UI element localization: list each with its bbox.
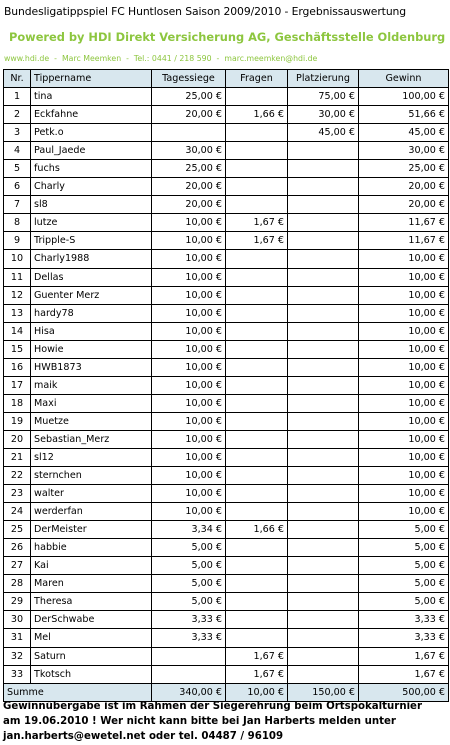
cell-platzierung	[288, 304, 359, 322]
cell-nr: 12	[4, 286, 31, 304]
cell-tagessiege: 10,00 €	[152, 412, 226, 430]
cell-tippername: Theresa	[31, 593, 152, 611]
cell-tippername: Muetze	[31, 412, 152, 430]
cell-fragen	[226, 88, 288, 106]
cell-platzierung	[288, 647, 359, 665]
cell-gewinn: 10,00 €	[359, 322, 449, 340]
cell-fragen	[226, 485, 288, 503]
column-header-fragen: Fragen	[226, 70, 288, 88]
cell-tippername: walter	[31, 485, 152, 503]
table-row	[4, 448, 449, 466]
cell-tippername: fuchs	[31, 160, 152, 178]
prize-note	[3, 699, 447, 744]
cell-tippername: Charly	[31, 178, 152, 196]
cell-nr: 14	[4, 322, 31, 340]
cell-nr: 10	[4, 250, 31, 268]
cell-fragen: 1,67 €	[226, 665, 288, 683]
cell-gewinn: 11,67 €	[359, 214, 449, 232]
cell-tagessiege: 5,00 €	[152, 557, 226, 575]
column-header-tippername: Tippername	[31, 70, 152, 88]
cell-fragen	[226, 412, 288, 430]
cell-nr: 15	[4, 340, 31, 358]
table-row	[4, 503, 449, 521]
cell-gewinn: 10,00 €	[359, 340, 449, 358]
cell-tippername: Charly1988	[31, 250, 152, 268]
totals-fragen: 10,00 €	[226, 683, 288, 701]
cell-platzierung: 30,00 €	[288, 106, 359, 124]
cell-tagessiege: 10,00 €	[152, 304, 226, 322]
totals-tagessiege: 340,00 €	[152, 683, 226, 701]
table-row	[4, 611, 449, 629]
table-row	[4, 467, 449, 485]
cell-gewinn: 10,00 €	[359, 268, 449, 286]
cell-nr: 32	[4, 647, 31, 665]
cell-platzierung	[288, 611, 359, 629]
contact-separator: -	[216, 54, 220, 63]
cell-platzierung	[288, 160, 359, 178]
cell-fragen	[226, 358, 288, 376]
cell-fragen	[226, 503, 288, 521]
cell-platzierung	[288, 232, 359, 250]
contact-line	[4, 54, 317, 63]
table-row	[4, 358, 449, 376]
cell-tagessiege: 10,00 €	[152, 250, 226, 268]
table-body	[4, 88, 449, 684]
cell-nr: 23	[4, 485, 31, 503]
cell-nr: 13	[4, 304, 31, 322]
cell-tagessiege: 10,00 €	[152, 430, 226, 448]
cell-platzierung	[288, 178, 359, 196]
table-row	[4, 665, 449, 683]
cell-tippername: sl8	[31, 196, 152, 214]
cell-tippername: Petk.o	[31, 124, 152, 142]
cell-gewinn: 45,00 €	[359, 124, 449, 142]
cell-fragen	[226, 394, 288, 412]
cell-nr: 21	[4, 448, 31, 466]
cell-nr: 5	[4, 160, 31, 178]
contact-separator: -	[54, 54, 57, 63]
cell-gewinn: 11,67 €	[359, 232, 449, 250]
cell-nr: 29	[4, 593, 31, 611]
cell-platzierung	[288, 340, 359, 358]
cell-nr: 11	[4, 268, 31, 286]
table-row	[4, 394, 449, 412]
cell-tagessiege: 10,00 €	[152, 485, 226, 503]
cell-tippername: Howie	[31, 340, 152, 358]
cell-tagessiege: 10,00 €	[152, 394, 226, 412]
cell-tippername: tina	[31, 88, 152, 106]
cell-tippername: Paul_Jaede	[31, 142, 152, 160]
cell-nr: 1	[4, 88, 31, 106]
cell-nr: 20	[4, 430, 31, 448]
cell-platzierung	[288, 665, 359, 683]
cell-tippername: Tkotsch	[31, 665, 152, 683]
totals-label: Summe	[4, 683, 152, 701]
cell-tagessiege: 10,00 €	[152, 232, 226, 250]
cell-platzierung	[288, 376, 359, 394]
cell-fragen	[226, 322, 288, 340]
table-row	[4, 521, 449, 539]
cell-tippername: Mel	[31, 629, 152, 647]
cell-tagessiege: 10,00 €	[152, 340, 226, 358]
table-row	[4, 286, 449, 304]
table-row	[4, 575, 449, 593]
cell-tagessiege: 10,00 €	[152, 214, 226, 232]
cell-tippername: sl12	[31, 448, 152, 466]
contact-name: Marc Meemken	[61, 54, 122, 63]
cell-fragen	[226, 268, 288, 286]
cell-fragen	[226, 142, 288, 160]
cell-platzierung: 75,00 €	[288, 88, 359, 106]
cell-gewinn: 3,33 €	[359, 629, 449, 647]
cell-gewinn: 10,00 €	[359, 376, 449, 394]
cell-fragen	[226, 575, 288, 593]
cell-platzierung	[288, 196, 359, 214]
table-row	[4, 340, 449, 358]
cell-nr: 2	[4, 106, 31, 124]
cell-tagessiege: 10,00 €	[152, 503, 226, 521]
contact-separator: -	[126, 54, 129, 63]
cell-fragen	[226, 250, 288, 268]
cell-tippername: DerSchwabe	[31, 611, 152, 629]
cell-tagessiege: 3,33 €	[152, 629, 226, 647]
cell-nr: 3	[4, 124, 31, 142]
cell-tippername: Kai	[31, 557, 152, 575]
cell-tagessiege: 20,00 €	[152, 178, 226, 196]
sponsor-subtitle: Powered by HDI Direkt Versicherung AG, Geschäftsstelle Oldenburg	[9, 30, 446, 44]
table-row	[4, 178, 449, 196]
column-header-platzierung: Platzierung	[288, 70, 359, 88]
contact-phone: Tel.: 0441 / 218 590	[133, 54, 212, 63]
table-row	[4, 106, 449, 124]
cell-fragen	[226, 629, 288, 647]
table-row	[4, 412, 449, 430]
cell-gewinn: 5,00 €	[359, 593, 449, 611]
cell-fragen	[226, 124, 288, 142]
cell-tagessiege	[152, 647, 226, 665]
table-row	[4, 430, 449, 448]
cell-nr: 16	[4, 358, 31, 376]
cell-tippername: maik	[31, 376, 152, 394]
cell-nr: 7	[4, 196, 31, 214]
cell-platzierung	[288, 539, 359, 557]
cell-fragen	[226, 178, 288, 196]
cell-tagessiege: 20,00 €	[152, 106, 226, 124]
cell-fragen	[226, 304, 288, 322]
cell-platzierung	[288, 503, 359, 521]
cell-platzierung	[288, 268, 359, 286]
contact-email: marc.meemken@hdi.de	[224, 54, 318, 63]
cell-gewinn: 5,00 €	[359, 557, 449, 575]
cell-nr: 17	[4, 376, 31, 394]
cell-platzierung	[288, 394, 359, 412]
table-row	[4, 268, 449, 286]
table-row	[4, 304, 449, 322]
cell-tippername: werderfan	[31, 503, 152, 521]
table-row	[4, 322, 449, 340]
cell-tagessiege: 10,00 €	[152, 358, 226, 376]
cell-tagessiege: 25,00 €	[152, 160, 226, 178]
cell-gewinn: 20,00 €	[359, 196, 449, 214]
cell-tagessiege: 25,00 €	[152, 88, 226, 106]
cell-platzierung	[288, 448, 359, 466]
column-header-nr: Nr.	[4, 70, 31, 88]
cell-gewinn: 10,00 €	[359, 394, 449, 412]
cell-nr: 8	[4, 214, 31, 232]
table-header-row	[4, 70, 449, 88]
table-row	[4, 539, 449, 557]
cell-platzierung	[288, 214, 359, 232]
cell-fragen: 1,67 €	[226, 232, 288, 250]
cell-tagessiege	[152, 665, 226, 683]
totals-platzierung: 150,00 €	[288, 683, 359, 701]
table-row	[4, 142, 449, 160]
cell-platzierung: 45,00 €	[288, 124, 359, 142]
cell-tippername: lutze	[31, 214, 152, 232]
cell-tagessiege: 10,00 €	[152, 448, 226, 466]
cell-gewinn: 10,00 €	[359, 412, 449, 430]
cell-platzierung	[288, 358, 359, 376]
cell-platzierung	[288, 557, 359, 575]
cell-nr: 9	[4, 232, 31, 250]
cell-tagessiege: 3,33 €	[152, 611, 226, 629]
cell-fragen	[226, 376, 288, 394]
cell-gewinn: 51,66 €	[359, 106, 449, 124]
cell-platzierung	[288, 629, 359, 647]
cell-fragen	[226, 593, 288, 611]
cell-fragen	[226, 160, 288, 178]
cell-tippername: DerMeister	[31, 521, 152, 539]
cell-fragen	[226, 196, 288, 214]
contact-website: www.hdi.de	[4, 54, 50, 63]
cell-tagessiege: 3,34 €	[152, 521, 226, 539]
cell-gewinn: 5,00 €	[359, 575, 449, 593]
cell-gewinn: 30,00 €	[359, 142, 449, 160]
prize-note-line-2: am 19.06.2010 ! Wer nicht kann bitte bei Jan Harberts melden unter	[3, 716, 396, 727]
cell-tippername: Sebastian_Merz	[31, 430, 152, 448]
cell-fragen	[226, 448, 288, 466]
cell-gewinn: 10,00 €	[359, 485, 449, 503]
cell-platzierung	[288, 485, 359, 503]
cell-platzierung	[288, 521, 359, 539]
cell-fragen	[226, 539, 288, 557]
cell-platzierung	[288, 430, 359, 448]
cell-tippername: Maxi	[31, 394, 152, 412]
cell-tippername: HWB1873	[31, 358, 152, 376]
cell-gewinn: 100,00 €	[359, 88, 449, 106]
results-table	[3, 69, 449, 702]
cell-fragen	[226, 430, 288, 448]
prize-note-line-3: jan.harberts@ewetel.net oder tel. 04487 / 96109	[3, 731, 284, 742]
cell-gewinn: 10,00 €	[359, 503, 449, 521]
column-header-tagessiege: Tagessiege	[152, 70, 226, 88]
cell-tagessiege: 10,00 €	[152, 376, 226, 394]
cell-tippername: Dellas	[31, 268, 152, 286]
table-row	[4, 250, 449, 268]
cell-nr: 26	[4, 539, 31, 557]
table-row	[4, 376, 449, 394]
cell-tippername: Maren	[31, 575, 152, 593]
cell-tippername: Tripple-S	[31, 232, 152, 250]
cell-nr: 18	[4, 394, 31, 412]
table-row	[4, 88, 449, 106]
cell-fragen: 1,66 €	[226, 106, 288, 124]
cell-gewinn: 10,00 €	[359, 304, 449, 322]
table-row	[4, 196, 449, 214]
cell-gewinn: 25,00 €	[359, 160, 449, 178]
cell-platzierung	[288, 467, 359, 485]
cell-tagessiege	[152, 124, 226, 142]
cell-nr: 25	[4, 521, 31, 539]
cell-gewinn: 10,00 €	[359, 430, 449, 448]
cell-tagessiege: 10,00 €	[152, 286, 226, 304]
cell-platzierung	[288, 412, 359, 430]
cell-fragen	[226, 340, 288, 358]
cell-nr: 4	[4, 142, 31, 160]
cell-tagessiege: 30,00 €	[152, 142, 226, 160]
table-row	[4, 485, 449, 503]
cell-fragen	[226, 286, 288, 304]
cell-tippername: Saturn	[31, 647, 152, 665]
cell-platzierung	[288, 575, 359, 593]
page-title: Bundesligatippspiel FC Huntlosen Saison 2009/2010 - Ergebnissauswertung	[4, 5, 407, 18]
cell-nr: 24	[4, 503, 31, 521]
cell-fragen	[226, 611, 288, 629]
cell-gewinn: 20,00 €	[359, 178, 449, 196]
prize-note-line-1: Gewinnübergabe ist im Rahmen der Siegerehrung beim Ortspokalturnier	[3, 701, 422, 712]
cell-tagessiege: 10,00 €	[152, 268, 226, 286]
cell-tagessiege: 10,00 €	[152, 322, 226, 340]
cell-tippername: Guenter Merz	[31, 286, 152, 304]
cell-nr: 31	[4, 629, 31, 647]
table-row	[4, 593, 449, 611]
cell-gewinn: 1,67 €	[359, 665, 449, 683]
cell-gewinn: 10,00 €	[359, 448, 449, 466]
cell-fragen	[226, 557, 288, 575]
cell-gewinn: 10,00 €	[359, 467, 449, 485]
cell-platzierung	[288, 142, 359, 160]
table-row	[4, 232, 449, 250]
cell-fragen	[226, 467, 288, 485]
cell-gewinn: 10,00 €	[359, 286, 449, 304]
cell-gewinn: 3,33 €	[359, 611, 449, 629]
cell-nr: 6	[4, 178, 31, 196]
cell-gewinn: 1,67 €	[359, 647, 449, 665]
cell-gewinn: 5,00 €	[359, 539, 449, 557]
cell-tagessiege: 5,00 €	[152, 575, 226, 593]
table-row	[4, 214, 449, 232]
cell-tagessiege: 5,00 €	[152, 539, 226, 557]
cell-nr: 19	[4, 412, 31, 430]
cell-tagessiege: 10,00 €	[152, 467, 226, 485]
cell-platzierung	[288, 593, 359, 611]
table-row	[4, 124, 449, 142]
cell-nr: 22	[4, 467, 31, 485]
cell-tippername: habbie	[31, 539, 152, 557]
cell-nr: 27	[4, 557, 31, 575]
cell-tagessiege: 5,00 €	[152, 593, 226, 611]
cell-gewinn: 10,00 €	[359, 250, 449, 268]
cell-nr: 28	[4, 575, 31, 593]
cell-nr: 30	[4, 611, 31, 629]
cell-platzierung	[288, 322, 359, 340]
cell-tippername: hardy78	[31, 304, 152, 322]
cell-gewinn: 10,00 €	[359, 358, 449, 376]
table-row	[4, 557, 449, 575]
totals-gewinn: 500,00 €	[359, 683, 449, 701]
table-row	[4, 647, 449, 665]
cell-gewinn: 5,00 €	[359, 521, 449, 539]
table-row	[4, 629, 449, 647]
cell-tippername: Hisa	[31, 322, 152, 340]
cell-platzierung	[288, 250, 359, 268]
cell-fragen: 1,67 €	[226, 647, 288, 665]
cell-nr: 33	[4, 665, 31, 683]
cell-fragen: 1,67 €	[226, 214, 288, 232]
table-row	[4, 160, 449, 178]
cell-tippername: sternchen	[31, 467, 152, 485]
cell-tippername: Eckfahne	[31, 106, 152, 124]
column-header-gewinn: Gewinn	[359, 70, 449, 88]
cell-platzierung	[288, 286, 359, 304]
cell-tagessiege: 20,00 €	[152, 196, 226, 214]
cell-fragen: 1,66 €	[226, 521, 288, 539]
